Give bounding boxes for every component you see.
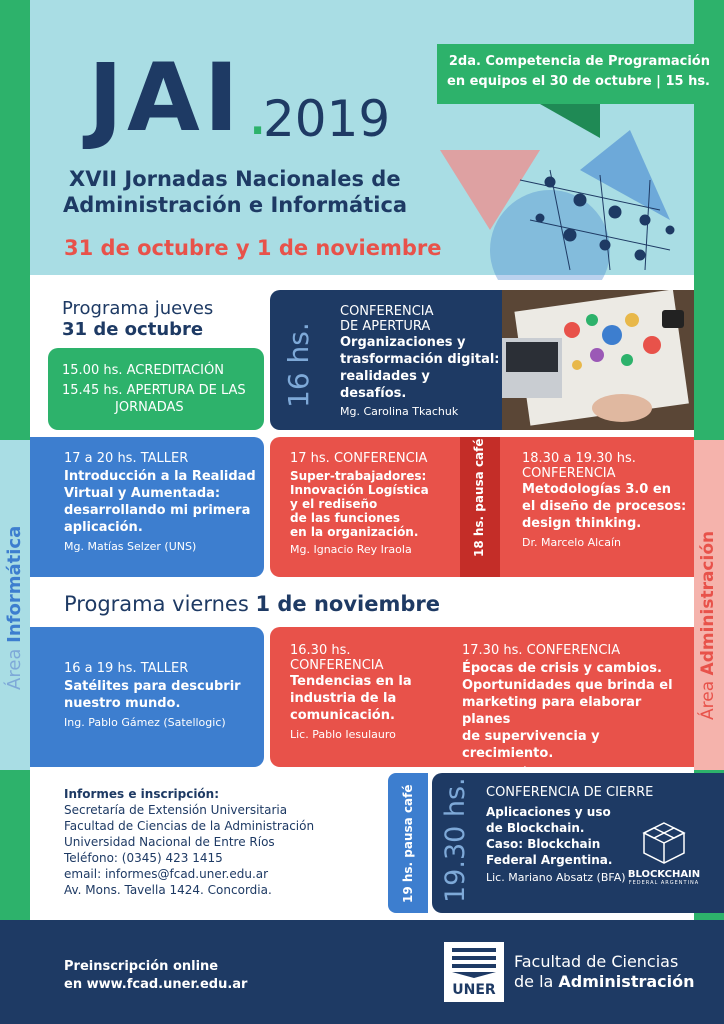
blockchain-cube-icon (634, 821, 694, 865)
network-graphic (430, 120, 694, 280)
vr-workshop-title-4: aplicación. (64, 520, 143, 535)
competition-line-2: en equipos el 30 de octubre | 15 hs. (447, 74, 710, 89)
closing-title-4: Federal Argentina. (486, 853, 613, 867)
area-administracion-prefix: Área (698, 675, 718, 720)
opening-time: 16 hs. (282, 322, 315, 408)
conf1830-speaker: Dr. Marcelo Alcaín (522, 536, 621, 549)
conf1830-title-3: design thinking. (522, 516, 642, 531)
vr-workshop-title-2: Virtual y Aumentada: (64, 486, 221, 501)
vr-workshop-title-3: desarrollando mi primera (64, 503, 251, 518)
thursday-conferences-card (270, 437, 694, 577)
conf1830-title-2: el diseño de procesos: (522, 499, 687, 514)
pause-18-text: 18 hs. pausa café (472, 438, 486, 557)
info-line-1: Secretaría de Extensión Universitaria (64, 803, 288, 817)
thursday-heading (62, 298, 213, 340)
pause-19-bar (388, 773, 428, 913)
conf1630-time-1: 16.30 hs. (290, 643, 351, 658)
satellite-workshop-speaker: Ing. Pablo Gámez (Satellogic) (64, 716, 226, 729)
faculty-bold: Administración (558, 972, 695, 991)
conf1830-time-1: 18.30 a 19.30 hs. (522, 451, 636, 466)
closing-title-3: Caso: Blockchain (486, 837, 601, 851)
uner-logo (444, 942, 504, 1002)
closing-label: CONFERENCIA DE CIERRE (486, 785, 654, 800)
conf1630-time-2: CONFERENCIA (290, 658, 384, 673)
friday-heading-date: 1 de noviembre (255, 592, 440, 616)
info-line-2: Facultad de Ciencias de la Administración (64, 819, 315, 833)
conf1730-title-1: Épocas de crisis y cambios. (462, 661, 662, 676)
preinscription (64, 958, 247, 994)
conf17-title-1: Super-trabajadores: (290, 469, 427, 483)
uner-logo-icon (444, 942, 504, 978)
thursday-heading-line-2: 31 de octubre (62, 319, 204, 340)
event-dates: 31 de octubre y 1 de noviembre (64, 236, 442, 260)
faculty-prefix: de la (514, 972, 559, 991)
preinscription-line-1: Preinscripción online (64, 959, 219, 974)
friday-conferences-card (270, 627, 694, 767)
conf1730-title-4: de supervivencia y crecimiento. (462, 729, 600, 761)
opening-conference-card (270, 290, 694, 430)
friday-heading (64, 592, 440, 616)
closing-title-1: Aplicaciones y uso (486, 805, 611, 819)
title-dot: . (250, 98, 266, 144)
conf1630-title-2: industria de la (290, 691, 397, 706)
pause-18-bar (460, 437, 500, 577)
info-line-4: Teléfono: (0345) 423 1415 (64, 851, 223, 865)
opening-speaker: Mg. Carolina Tkachuk (340, 405, 459, 418)
preinscription-url[interactable]: www.fcad.uner.edu.ar (86, 977, 248, 992)
preinscription-prefix: en (64, 977, 87, 992)
vr-workshop-title-1: Introducción a la Realidad (64, 469, 256, 484)
banner-tail (540, 104, 600, 138)
opening-text (340, 304, 500, 418)
footer (0, 920, 724, 1024)
conf17-title-5: en la organización. (290, 525, 419, 539)
competition-banner (437, 44, 724, 104)
conf17-title-3: y el rediseño (290, 497, 378, 511)
opening-label-1: CONFERENCIA (340, 304, 434, 319)
area-administracion-label (698, 531, 718, 720)
faculty-name (514, 952, 695, 992)
info-line-6: Av. Mons. Tavella 1424. Concordia. (64, 883, 272, 897)
subtitle-line-2: Administración e Informática (63, 193, 408, 217)
blockchain-logo-sub: FEDERAL ARGENTINA (628, 880, 700, 886)
satellite-workshop-card (30, 627, 264, 767)
conf1630-text (290, 643, 450, 741)
conf1630-title-3: comunicación. (290, 708, 395, 723)
area-administracion-bold: Administración (698, 530, 718, 676)
opening-line-1: 15.45 hs. APERTURA DE LAS (62, 383, 246, 398)
uner-logo-text: UNER (452, 982, 496, 998)
area-informatica-prefix: Área (4, 642, 25, 690)
vr-workshop-time: 17 a 20 hs. TALLER (64, 451, 189, 466)
opening-line-2: JORNADAS (115, 400, 184, 415)
conf1730-title-3: marketing para elaborar planes (462, 695, 642, 727)
info-line-3: Universidad Nacional de Entre Ríos (64, 835, 275, 849)
conf1630-title-1: Tendencias en la (290, 674, 412, 689)
vr-workshop-card (30, 437, 264, 577)
thursday-heading-line-1: Programa jueves (62, 298, 214, 319)
conf1830-title-1: Metodologías 3.0 en (522, 482, 671, 497)
faculty-line-1: Facultad de Ciencias (514, 952, 679, 971)
desk-photo (502, 290, 694, 430)
opening-label-2: DE APERTURA (340, 319, 431, 334)
conf17-time: 17 hs. CONFERENCIA (290, 451, 428, 466)
closing-speaker: Lic. Mariano Absatz (BFA) (486, 871, 626, 884)
satellite-workshop-time: 16 a 19 hs. TALLER (64, 661, 189, 676)
conf1630-speaker: Lic. Pablo Iesulauro (290, 728, 396, 741)
closing-time-wrap (440, 777, 474, 913)
opening-title-2: trasformación digital: (340, 352, 500, 367)
subtitle-line-1: XVII Jornadas Nacionales de (69, 167, 401, 191)
competition-line-1: 2da. Competencia de Programación (448, 54, 710, 69)
accreditation-card (48, 348, 264, 430)
info-heading: Informes e inscripción: (64, 787, 220, 801)
conf1830-time-2: CONFERENCIA (522, 466, 616, 481)
info-line-5: email: informes@fcad.uner.edu.ar (64, 867, 269, 881)
conf17-text (290, 451, 460, 556)
opening-title-1: Organizaciones y (340, 335, 466, 350)
conf17-title-2: Innovación Logística (290, 483, 429, 497)
vr-workshop-speaker: Mg. Matías Selzer (UNS) (64, 540, 197, 553)
area-informatica-bold: Informática (4, 525, 25, 643)
opening-time-wrap (282, 318, 314, 418)
conf1730-text (462, 643, 692, 779)
closing-title-2: de Blockchain. (486, 821, 585, 835)
conf1730-time: 17.30 hs. CONFERENCIA (462, 643, 621, 658)
area-informatica-label (4, 526, 25, 690)
conf1830-text (522, 451, 692, 549)
blockchain-logo-text: BLOCKCHAIN (627, 869, 701, 880)
friday-heading-prefix: Programa viernes (64, 592, 249, 616)
blockchain-logo (620, 821, 708, 886)
closing-time: 19.30 hs. (440, 777, 471, 903)
conf1730-title-2: Oportunidades que brinda el (462, 678, 673, 693)
title-jai: JAI (88, 44, 243, 153)
closing-conference-card (432, 773, 724, 913)
pause-19-text: 19 hs. pausa café (401, 784, 415, 903)
conf17-speaker: Mg. Ignacio Rey Iraola (290, 543, 412, 556)
title-year: 2019 (263, 90, 391, 148)
conf17-title-4: de las funciones (290, 511, 401, 525)
accreditation-text: 15.00 hs. ACREDITACIÓN (62, 363, 224, 378)
satellite-workshop-title-1: Satélites para descubrir (64, 679, 241, 694)
opening-title-3: realidades y desafíos. (340, 369, 430, 401)
info-block (64, 786, 314, 898)
satellite-workshop-title-2: nuestro mundo. (64, 696, 181, 711)
